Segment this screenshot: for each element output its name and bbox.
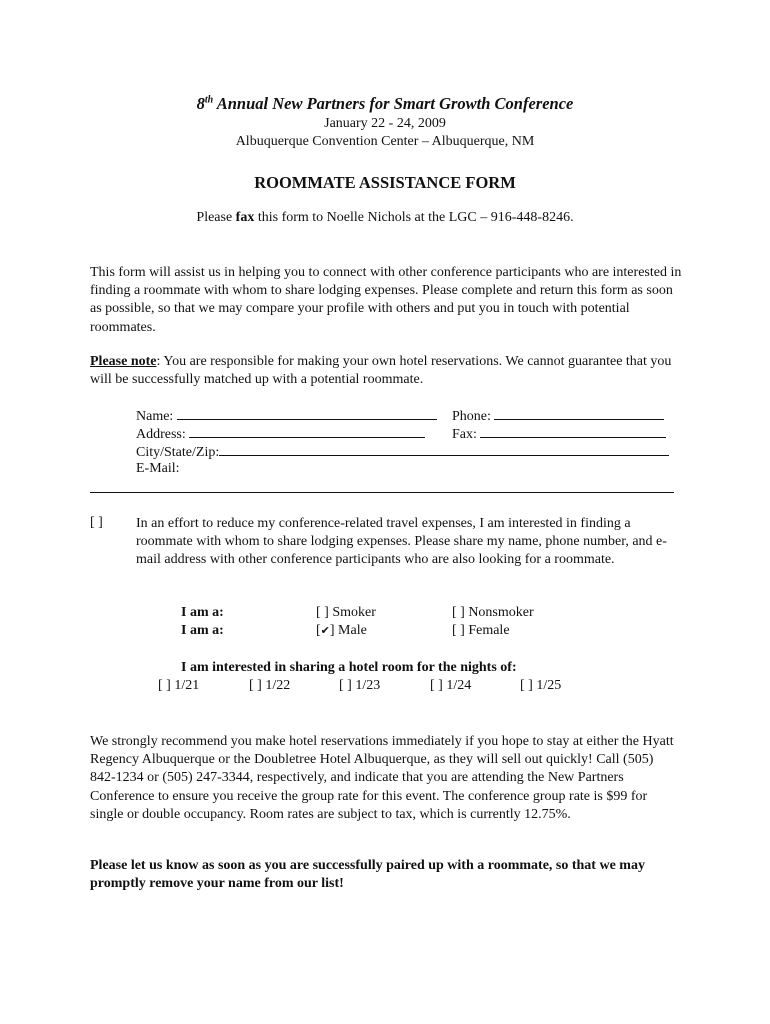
phone-field[interactable]: Phone: [452,407,664,425]
city-state-zip-field[interactable]: City/State/Zip: [136,443,669,461]
night-checkbox-1-22[interactable]: [ ] 1/22 [249,678,291,693]
night-checkbox-1-24[interactable]: [ ] 1/24 [430,678,472,693]
nonsmoker-checkbox[interactable]: [ ] Nonsmoker [452,605,534,620]
night-checkbox-1-23[interactable]: [ ] 1/23 [339,678,381,693]
email-underline [90,492,674,493]
nights-label: I am interested in sharing a hotel room for the nights of: [181,660,517,675]
conference-dates: January 22 - 24, 2009 [324,116,446,131]
name-field[interactable]: Name: [136,407,437,425]
check-icon: ✔ [320,625,330,637]
conference-location: Albuquerque Convention Center – Albuquerque, NM [235,134,535,149]
intro-paragraph: This form will assist us in helping you to connect with other conference participants who are interested in finding a roommate with whom to share lodging expenses. Please complete and return this form as soon as possible, so that we may compare your profile with others and put you in touch with potential roommates. [90,265,682,335]
share-info-text: In an effort to reduce my conference-related travel expenses, I am interested in finding a roommate with whom to share lodging expenses. Please share my name, phone number, and e-mail address with other conference participants who are also looking for a roommate. [136,516,667,568]
night-checkbox-1-21[interactable]: [ ] 1/21 [158,678,200,693]
fax-field[interactable]: Fax: [452,425,666,443]
i-am-label-2: I am a: [181,623,224,638]
fax-instructions: Please fax this form to Noelle Nichols at the LGC – 916-448-8246. [196,210,574,225]
conference-title: 8th Annual New Partners for Smart Growth Conference [196,94,574,113]
night-checkbox-1-25[interactable]: [ ] 1/25 [520,678,562,693]
note-paragraph: Please note: You are responsible for making your own hotel reservations. We cannot guarantee that you will be successfully matched up with a potential roommate. [90,354,672,388]
i-am-label-1: I am a: [181,605,224,620]
smoker-checkbox[interactable]: [ ] Smoker [316,605,376,620]
male-checkbox[interactable]: [✔] Male [316,623,367,638]
share-info-checkbox[interactable]: [ ] [90,515,103,530]
form-title: ROOMMATE ASSISTANCE FORM [254,173,516,192]
email-field[interactable]: E-Mail: [136,461,180,476]
closing-paragraph: Please let us know as soon as you are successfully paired up with a roommate, so that we may promptly remove your name from our list! [90,858,645,892]
address-field[interactable]: Address: [136,425,425,443]
recommendation-paragraph: We strongly recommend you make hotel reservations immediately if you hope to stay at either the Hyatt Regency Albuquerque or the Doubletree Hotel Albuquerque, as they will sell out quickly! Call (505) 842-1234 or (505) 247-3344, respectively, and indicate that you are attending the New Partners Conference to ensure you receive the group rate for this event. The conference group rate is $99 for single or double occupancy. Room rates are subject to tax, which is currently 12.75%. [90,734,674,822]
female-checkbox[interactable]: [ ] Female [452,623,510,638]
